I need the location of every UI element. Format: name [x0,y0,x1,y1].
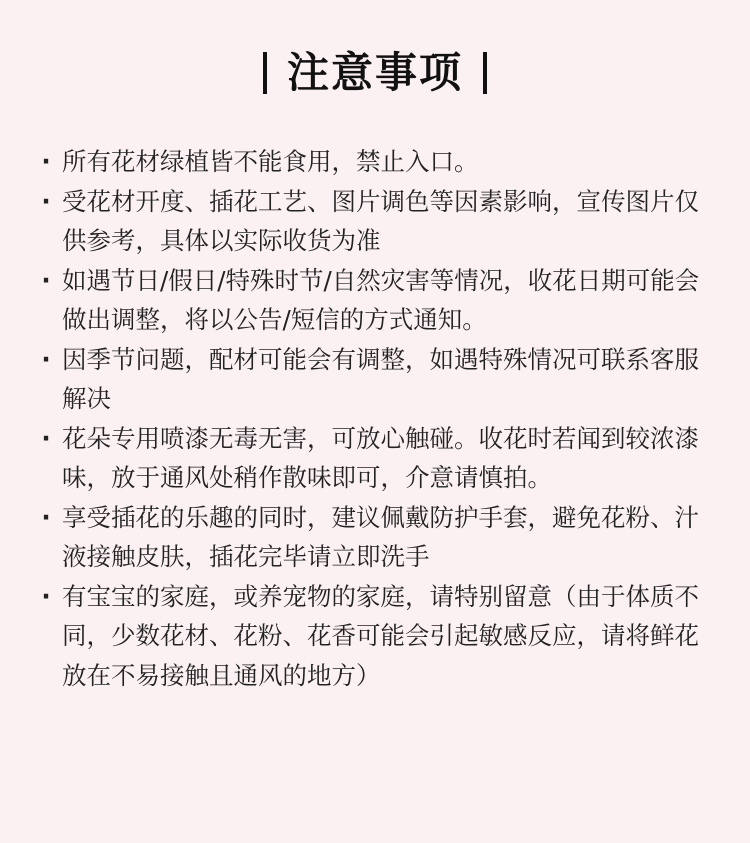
bullet-icon: · [41,186,51,216]
title-bar-right [483,52,487,94]
note-text: 如遇节日/假日/特殊时节/自然灾害等情况，收花日期可能会做出调整，将以公告/短信的方式通知。 [62,265,700,334]
note-item [36,419,706,498]
note-text: 享受插花的乐趣的同时，建议佩戴防护手套，避免花粉、汁液接触皮肤，插花完毕请立即洗手 [62,502,699,571]
title-bar-left [263,52,267,94]
bullet-icon: · [41,581,51,611]
note-item [36,142,706,182]
notes-list [36,142,706,695]
bullet-icon: · [41,344,51,374]
page-title [0,44,750,102]
note-text: 有宝宝的家庭，或养宠物的家庭，请特别留意（由于体质不同，少数花材、花粉、花香可能会引起敏感反应，请将鲜花放在不易接触且通风的地方） [62,581,699,690]
note-item [36,498,706,577]
note-text: 受花材开度、插花工艺、图片调色等因素影响，宣传图片仅供参考，具体以实际收货为准 [62,186,699,255]
title-text: 注意事项 [286,48,463,97]
bullet-icon: · [41,265,51,295]
note-item [36,182,706,261]
note-text: 因季节问题，配材可能会有调整，如遇特殊情况可联系客服解决 [62,344,699,413]
note-item [36,577,706,696]
bullet-icon: · [41,502,51,532]
bullet-icon: · [41,423,51,453]
bullet-icon: · [41,147,51,176]
note-text: 花朵专用喷漆无毒无害，可放心触碰。收花时若闻到较浓漆味，放于通风处稍作散味即可，介意请慎拍。 [62,423,699,492]
note-item [36,261,706,340]
note-item [36,340,706,419]
note-text: 所有花材绿植皆不能食用，禁止入口。 [62,147,479,176]
